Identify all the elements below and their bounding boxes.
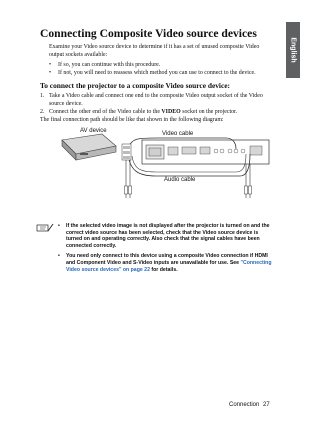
av-device-label: AV device xyxy=(80,128,107,134)
final-path-text: The final connection path should be like that shown in the following diagram: xyxy=(40,117,224,123)
note-pencil-icon xyxy=(36,223,54,233)
step-2-text-pre: Connect the other end of the Video cable to the xyxy=(49,109,162,115)
video-socket-name: VIDEO xyxy=(161,109,181,115)
video-cable-label: Video cable xyxy=(162,131,194,137)
left-hanging-plugs xyxy=(125,160,132,198)
language-tab xyxy=(286,22,300,78)
note-item-1: • If the selected video image is not displayed after the projector is turned on and the correct video source has been selected, check that the Video source device is turned on and operating correctly. Also check that the signal cables have been connected correctly. xyxy=(58,223,272,249)
note-2-text-pre: You need only connect to this device using a composite Video connection if HDMI and Component Video and S-Video inputs are unavailable for use. See xyxy=(66,253,268,266)
footer-page-number: 27 xyxy=(263,402,270,408)
bullet-item-yes: • If so, you can continue with this procedure. xyxy=(49,61,269,69)
step-1 xyxy=(40,92,268,108)
language-tab-label: English xyxy=(289,37,297,63)
connection-diagram xyxy=(60,124,275,214)
step-2 xyxy=(40,108,268,116)
bullet-item-no: • If not, you will need to reassess which method you can use to connect to the device. xyxy=(49,69,269,77)
audio-cable-label: Audio cable xyxy=(164,177,196,183)
bullet-list xyxy=(49,61,269,77)
page-22-link[interactable]: "Connecting Video source devices" on page 22 xyxy=(66,259,272,273)
device-plugs xyxy=(122,144,131,160)
page-title: Connecting Composite Video source devices xyxy=(40,27,257,40)
step-1-number: 1. xyxy=(40,93,45,99)
procedure-heading: To connect the projector to a composite Video source device: xyxy=(40,81,231,90)
steps-list xyxy=(40,92,268,116)
notes-list xyxy=(58,223,272,277)
footer-section-name: Connection xyxy=(229,402,260,408)
step-2-number: 2. xyxy=(40,109,45,115)
note-2-text-post: for details. xyxy=(149,266,178,273)
av-device-illustration xyxy=(62,134,116,160)
step-1-text: Take a Video cable and connect one end to the composite Video output socket of the Video source device. xyxy=(49,93,263,107)
step-2-text-post: socket on the projector. xyxy=(180,109,238,115)
intro-paragraph: Examine your Video source device to determine if it has a set of unused composite Video output sockets available: xyxy=(49,44,260,58)
note-item-2 xyxy=(58,253,272,273)
